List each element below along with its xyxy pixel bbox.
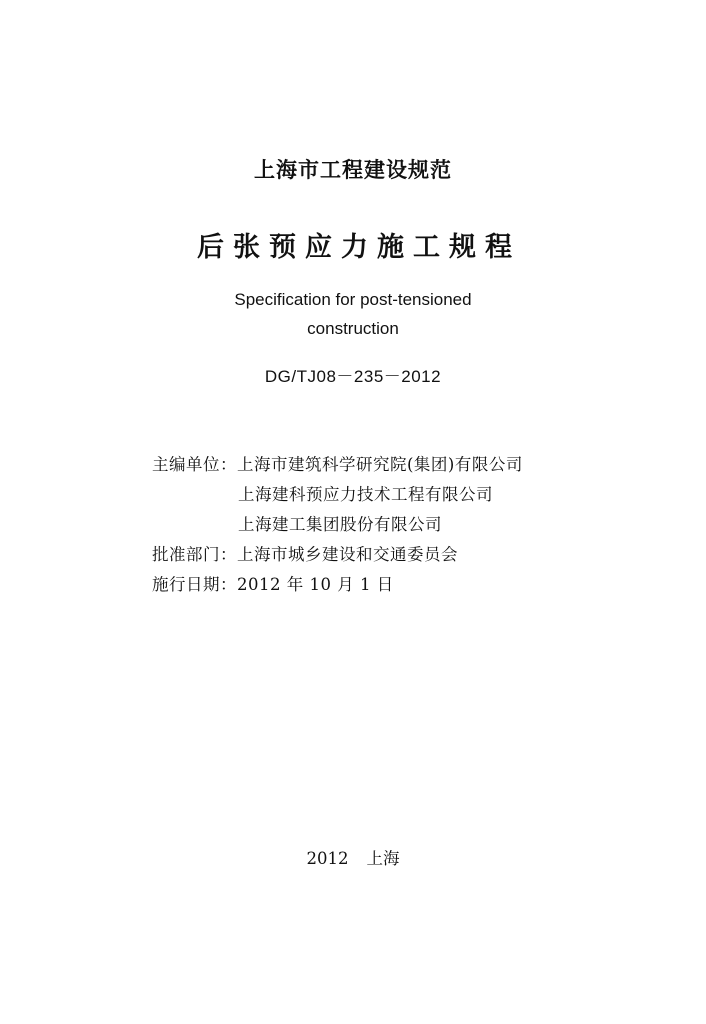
chief-editor-row-3 (238, 511, 442, 535)
main-title: 后张预应力施工规程 (197, 232, 521, 263)
series-title: 上海市工程建设规范 (254, 158, 452, 182)
chief-editor-1: 上海市建筑科学研究院(集团)有限公司 (237, 455, 523, 474)
english-title-line-1: Specification for post-tensioned (234, 290, 472, 309)
chief-editor-label: 主编单位： (152, 455, 237, 474)
publication-city: 上海 (366, 849, 400, 868)
approver-row (152, 541, 458, 565)
chief-editor-3: 上海建工集团股份有限公司 (238, 515, 442, 534)
effective-date-row (152, 571, 394, 595)
english-title-line-2: construction (307, 319, 399, 338)
approver-value: 上海市城乡建设和交通委员会 (237, 545, 458, 564)
publication-year: 2012 (306, 849, 349, 868)
chief-editor-row (152, 451, 523, 475)
effective-date-value: 2012 年 10 月 1 日 (237, 575, 394, 594)
publication-footer (0, 845, 706, 869)
effective-date-label: 施行日期： (152, 575, 237, 594)
chief-editor-row-2 (238, 481, 493, 505)
standard-number: DG/TJ08－235－2012 (264, 367, 442, 386)
approver-label: 批准部门： (152, 545, 237, 564)
chief-editor-2: 上海建科预应力技术工程有限公司 (238, 485, 493, 504)
